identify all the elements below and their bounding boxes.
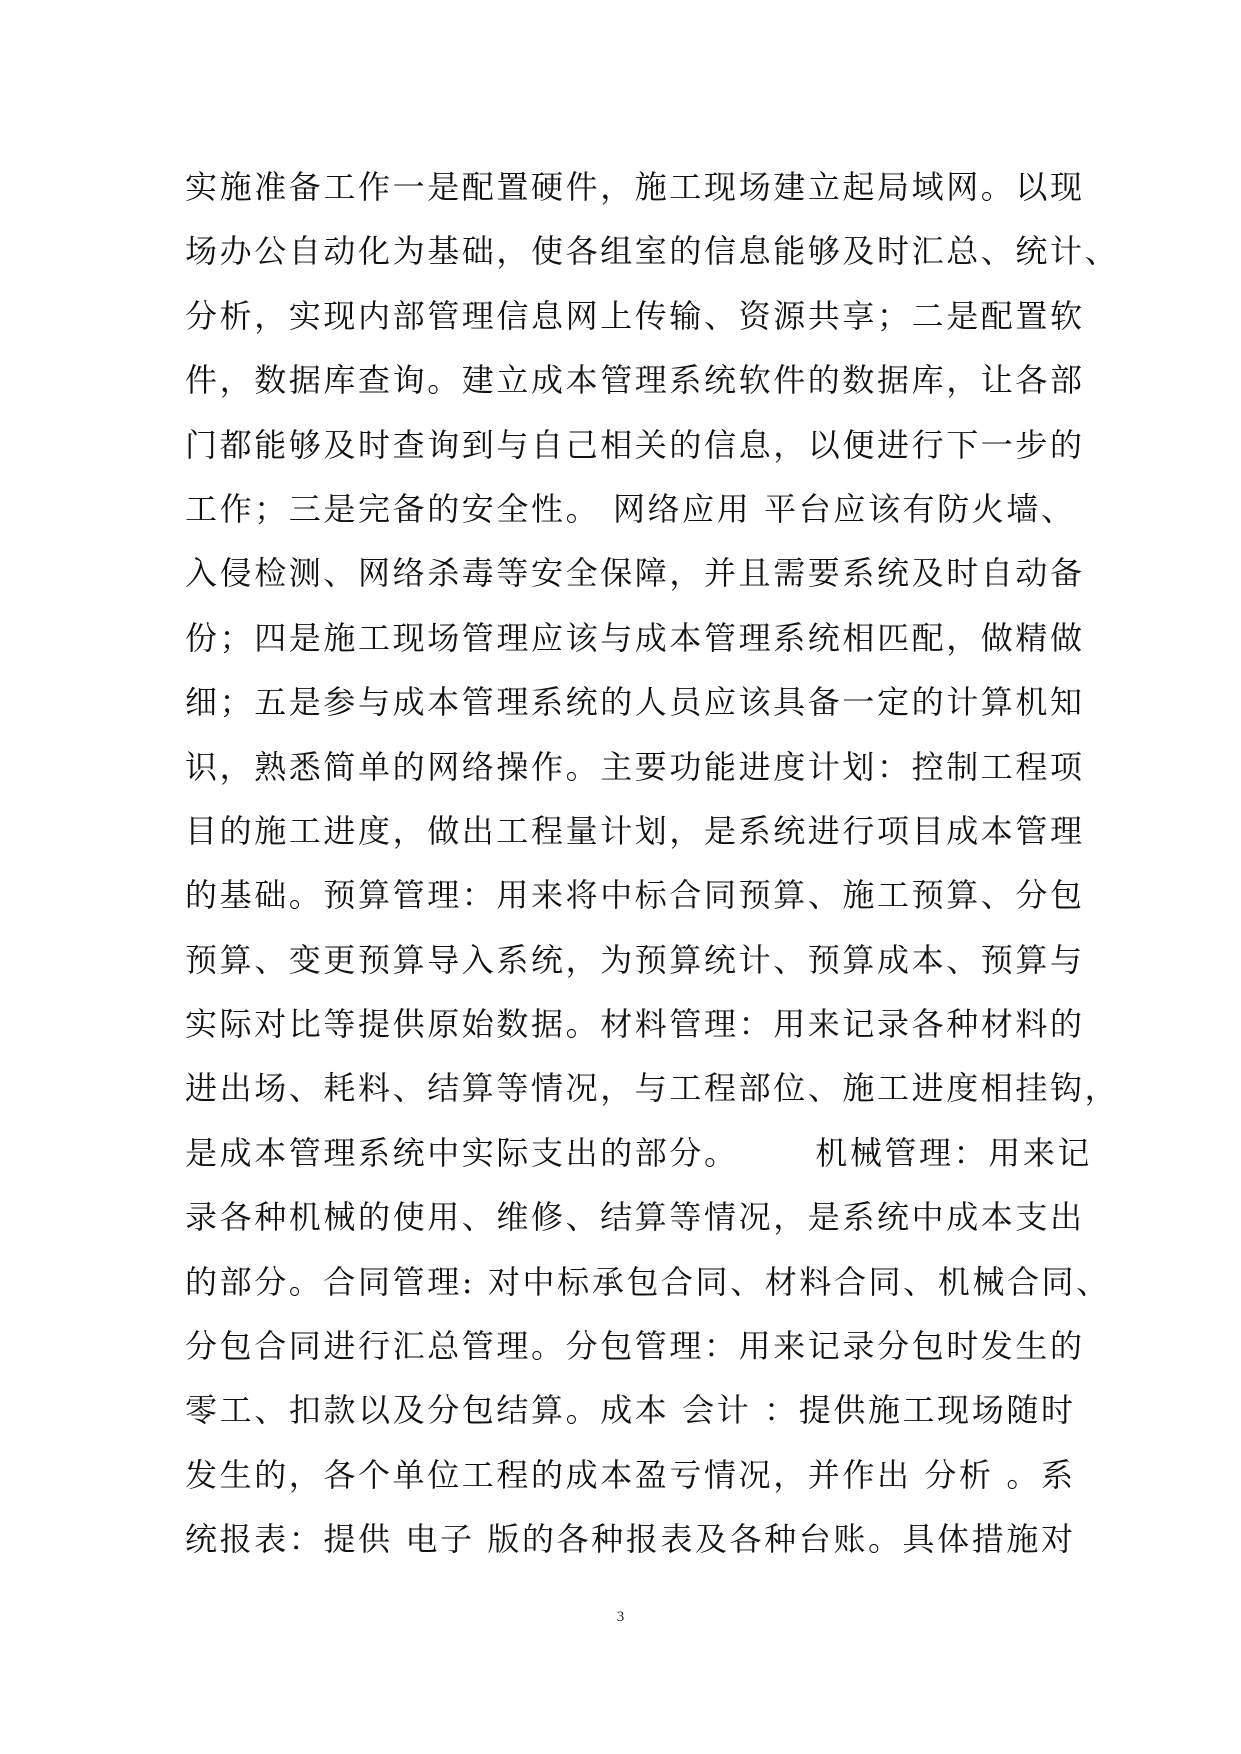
text-line: 分析，实现内部管理信息网上传输、资源共享；二是配置软 <box>185 296 1085 335</box>
text-line: 件，数据库查询。建立成本管理系统软件的数据库，让各部 <box>185 361 1085 400</box>
page-number: 3 <box>616 1609 625 1625</box>
text-line: 录各种机械的使用、维修、结算等情况，是系统中成本支出 <box>185 1198 1085 1237</box>
text-line: 的部分。合同管理: 对中标承包合同、材料合同、机械合同、 <box>185 1262 1111 1301</box>
text-line: 细；五是参与成本管理系统的人员应该具备一定的计算机知 <box>185 683 1085 722</box>
text-line: 发生的，各个单位工程的成本盈亏情况，并作出 分析 。系 <box>185 1455 1076 1494</box>
text-line: 入侵检测、网络杀毒等安全保障，并且需要系统及时自动备 <box>185 554 1085 593</box>
text-line: 份；四是施工现场管理应该与成本管理系统相匹配，做精做 <box>185 618 1085 657</box>
text-line: 进出场、耗料、结算等情况，与工程部位、施工进度相挂钩， <box>185 1069 1120 1108</box>
text-line: 统报表：提供 电子 版的各种报表及各种台账。具体措施对 <box>185 1520 1076 1559</box>
text-line: 实施准备工作一是配置硬件，施工现场建立起局域网。以现 <box>185 168 1085 206</box>
text-line: 分包合同进行汇总管理。分包管理：用来记录分包时发生的 <box>185 1327 1085 1366</box>
text-line: 场办公自动化为基础，使各组室的信息能够及时汇总、统计、 <box>185 232 1120 271</box>
text-line: 预算、变更预算导入系统，为预算统计、预算成本、预算与 <box>185 940 1085 979</box>
text-line: 的基础。预算管理：用来将中标合同预算、施工预算、分包 <box>185 876 1085 915</box>
text-line: 零工、扣款以及分包结算。成本 会计 ：提供施工现场随时 <box>185 1391 1076 1430</box>
text-line: 实际对比等提供原始数据。材料管理：用来记录各种材料的 <box>185 1005 1085 1044</box>
text-line: 目的施工进度，做出工程量计划，是系统进行项目成本管理 <box>185 811 1085 850</box>
body-text <box>185 155 1120 1572</box>
text-line: 识，熟悉简单的网络操作。主要功能进度计划：控制工程项 <box>185 747 1085 786</box>
text-line: 门都能够及时查询到与自己相关的信息，以便进行下一步的 <box>185 425 1085 464</box>
text-line: 工作；三是完备的安全性。 网络应用 平台应该有防火墙、 <box>185 489 1076 528</box>
text-line: 是成本管理系统中实际支出的部分。 机械管理：用来记 <box>185 1133 1093 1172</box>
